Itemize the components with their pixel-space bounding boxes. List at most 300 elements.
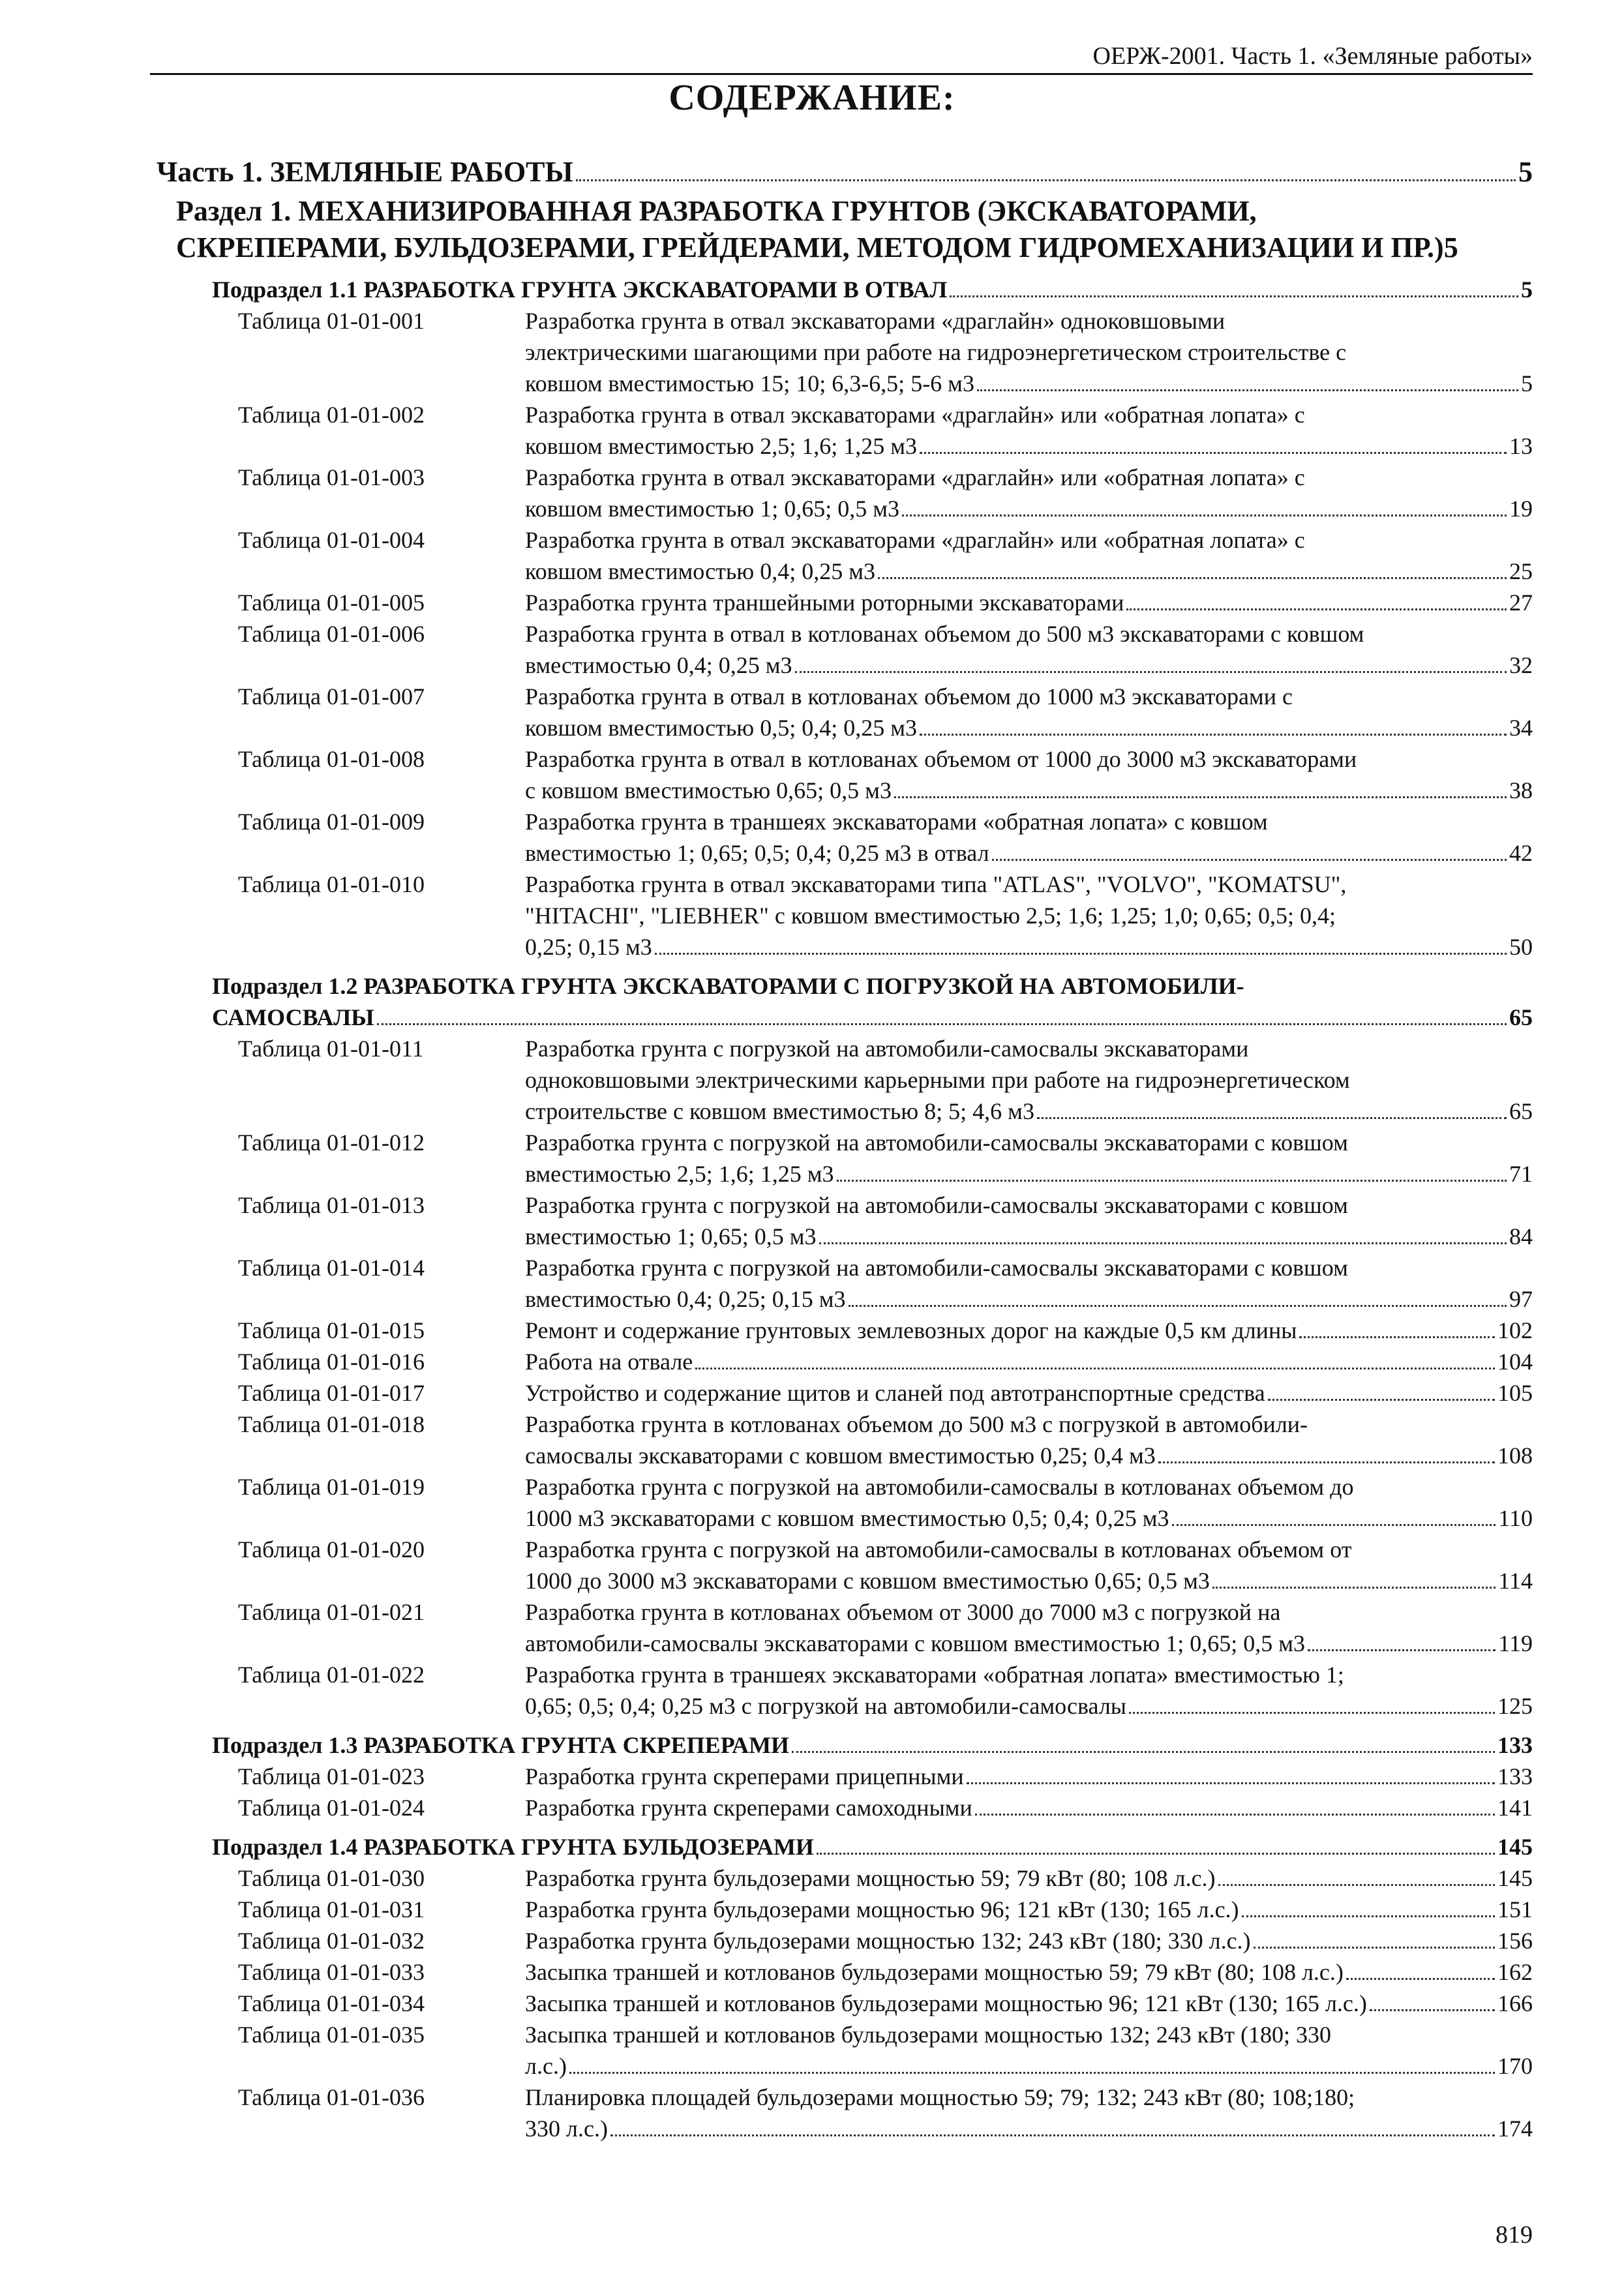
toc-entry-text: вместимостью 1; 0,65; 0,5 м3 (525, 1223, 817, 1249)
toc-entry-text: Разработка грунта траншейными роторными экскаваторами (525, 590, 1124, 616)
dot-leader (1158, 1461, 1495, 1463)
toc-entry-title (525, 1346, 1533, 1377)
toc-entry-title (525, 806, 1533, 869)
toc-entry-title (525, 869, 1533, 963)
toc-entry-code: Таблица 01-01-018 (238, 1411, 425, 1437)
dot-leader (655, 953, 1507, 955)
toc-entry-code: Таблица 01-01-006 (238, 621, 425, 647)
toc-part[interactable] (157, 155, 1533, 193)
toc-entry-page: 141 (1497, 1795, 1533, 1821)
toc-entry-text: Разработка грунта в траншеях экскаваторами «обратная лопата» с ковшом (525, 809, 1268, 835)
toc-entry-code: Таблица 01-01-024 (238, 1795, 425, 1821)
toc-entry-page: 133 (1497, 1763, 1533, 1789)
toc-entry-code: Таблица 01-01-003 (238, 464, 425, 490)
toc-subsection-block (157, 1729, 1533, 1823)
dot-leader (902, 515, 1507, 516)
toc-entry-line (525, 806, 1533, 837)
toc-subsection-block (157, 274, 1533, 963)
toc-entry-text: Разработка грунта скреперами прицепными (525, 1763, 964, 1789)
toc-entry-line (525, 869, 1533, 900)
toc-section-page: 5 (1443, 232, 1458, 263)
toc-entry-text: Разработка грунта в отвал экскаваторами типа "ATLAS", "VOLVO", "KOMATSU", (525, 871, 1347, 897)
toc-entry-title (525, 1863, 1533, 1894)
toc-entry-title (525, 1659, 1533, 1722)
toc-entry[interactable] (238, 1252, 1533, 1315)
toc-entry-line (525, 1596, 1533, 1628)
toc-subsection-text: Подраздел 1.4 РАЗРАБОТКА ГРУНТА БУЛЬДОЗЕРАМИ (212, 1834, 814, 1860)
toc-entry-line (525, 1988, 1533, 2019)
toc-entry-code: Таблица 01-01-035 (238, 2022, 425, 2048)
toc-entry-text: Ремонт и содержание грунтовых землевозных дорог на каждые 0,5 км длины (525, 1317, 1297, 1343)
toc-entry-line (525, 1628, 1533, 1659)
toc-entry[interactable] (238, 1988, 1533, 2019)
toc-entry-line (525, 681, 1533, 712)
toc-entry-page: 71 (1509, 1161, 1533, 1187)
toc-entry-line (525, 1503, 1533, 1534)
toc-entry-title (525, 1189, 1533, 1252)
toc-subsection-line (212, 970, 1533, 1002)
toc-entry-page: 97 (1509, 1286, 1533, 1312)
toc-entry-page: 38 (1509, 777, 1533, 803)
toc-entry-text: Разработка грунта в отвал экскаваторами «драглайн» одноковшовыми (525, 308, 1226, 334)
toc-entry-page: 27 (1509, 590, 1533, 616)
toc-subsections (157, 274, 1533, 2144)
toc-entry-text: Разработка грунта бульдозерами мощностью 59; 79 кВт (80; 108 л.с.) (525, 1865, 1216, 1891)
toc-subsection-heading[interactable] (212, 1831, 1533, 1863)
toc-entry-page: 50 (1509, 934, 1533, 960)
toc-entry-text: Разработка грунта в отвал в котлованах объемом до 1000 м3 экскаваторами с (525, 683, 1293, 710)
toc-entry-text: ковшом вместимостью 1; 0,65; 0,5 м3 (525, 496, 899, 522)
toc-entry-text: Разработка грунта в траншеях экскаваторами «обратная лопата» вместимостью 1; (525, 1662, 1344, 1688)
toc-entry-text: ковшом вместимостью 2,5; 1,6; 1,25 м3 (525, 433, 917, 459)
toc-subsection-page: 65 (1509, 1004, 1533, 1030)
toc-section-line-last (176, 230, 1533, 266)
toc-entry-line (525, 1283, 1533, 1315)
toc-entry[interactable] (238, 1894, 1533, 1925)
toc-entry-page: 5 (1521, 370, 1533, 396)
toc-entry-line (525, 775, 1533, 806)
toc-entry-title (525, 2082, 1533, 2144)
toc-entry[interactable] (238, 1659, 1533, 1722)
dot-leader (792, 1751, 1495, 1753)
toc-entry-page: 25 (1509, 558, 1533, 584)
toc-entry-line (525, 1534, 1533, 1565)
toc-subsection-text: Подраздел 1.1 РАЗРАБОТКА ГРУНТА ЭКСКАВАТОРАМИ В ОТВАЛ (212, 277, 948, 303)
dot-leader (1370, 2009, 1495, 2011)
toc-entry[interactable] (238, 587, 1533, 618)
toc-entry[interactable] (238, 806, 1533, 869)
toc-entry-page: 32 (1509, 652, 1533, 678)
toc-entry[interactable] (238, 1596, 1533, 1659)
toc-subsection-heading[interactable] (212, 970, 1533, 1033)
toc-entry-text: Работа на отвале (525, 1349, 693, 1375)
toc-entry-code: Таблица 01-01-019 (238, 1474, 425, 1500)
toc-entry-title (525, 1894, 1533, 1925)
dot-leader (920, 452, 1507, 454)
toc-subsection-line (212, 274, 1533, 305)
toc-entry-title (525, 1252, 1533, 1315)
toc-entry[interactable] (238, 1189, 1533, 1252)
toc-entry-line (525, 1127, 1533, 1158)
dot-leader (967, 1782, 1495, 1784)
toc-entry-line (525, 305, 1533, 337)
dot-leader (1172, 1524, 1496, 1526)
toc-entry-line (525, 368, 1533, 399)
toc-entry-title (525, 1761, 1533, 1792)
toc-entry-text: Разработка грунта в отвал в котлованах объемом от 1000 до 3000 м3 экскаваторами (525, 746, 1357, 772)
toc-entry-line (525, 712, 1533, 743)
dot-leader (377, 1023, 1507, 1025)
toc-entry-line (525, 1096, 1533, 1127)
toc-entry-line (525, 1792, 1533, 1823)
toc-part-label: Часть 1. ЗЕМЛЯНЫЕ РАБОТЫ (157, 156, 573, 188)
toc-entry-page: 114 (1498, 1568, 1533, 1594)
toc-entry-title (525, 1377, 1533, 1409)
toc-entry[interactable] (238, 1792, 1533, 1823)
toc-entry[interactable] (238, 2082, 1533, 2144)
toc-entry-code: Таблица 01-01-013 (238, 1192, 425, 1218)
toc-entry-line (525, 1377, 1533, 1409)
toc-entry-line (525, 1033, 1533, 1064)
toc-entry-line (525, 1158, 1533, 1189)
toc-entry-text: самосвалы экскаваторами с ковшом вместимостью 0,25; 0,4 м3 (525, 1443, 1156, 1469)
toc-entry-line (525, 1894, 1533, 1925)
toc-entry[interactable] (238, 1471, 1533, 1534)
dot-leader (817, 1853, 1495, 1855)
toc-entry-title (525, 1988, 1533, 2019)
toc-entry-code: Таблица 01-01-014 (238, 1255, 425, 1281)
dot-leader (977, 389, 1518, 391)
toc-entry-text: ковшом вместимостью 15; 10; 6,3-6,5; 5-6 м3 (525, 370, 974, 396)
toc-subsection-line (212, 1729, 1533, 1761)
table-of-contents (157, 155, 1533, 2144)
toc-entry-code: Таблица 01-01-016 (238, 1349, 425, 1375)
toc-entry-text: 330 л.с.) (525, 2116, 608, 2142)
toc-entry-text: Разработка грунта в котлованах объемом от 3000 до 7000 м3 с погрузкой на (525, 1599, 1281, 1625)
dot-leader (576, 179, 1516, 181)
toc-subsection-page: 5 (1521, 277, 1533, 303)
toc-entry[interactable] (238, 743, 1533, 806)
toc-entry[interactable] (238, 1409, 1533, 1471)
toc-entry-text: 1000 до 3000 м3 экскаваторами с ковшом вместимостью 0,65; 0,5 м3 (525, 1568, 1210, 1594)
toc-entry-title (525, 1033, 1533, 1127)
dot-leader (1254, 1947, 1495, 1949)
toc-section-line: Раздел 1. МЕХАНИЗИРОВАННАЯ РАЗРАБОТКА ГРУНТОВ (ЭКСКАВАТОРАМИ, (176, 195, 1257, 227)
toc-entry-line (525, 337, 1533, 368)
toc-entry-text: с ковшом вместимостью 0,65; 0,5 м3 (525, 777, 892, 803)
toc-entry-text: Разработка грунта в отвал экскаваторами «драглайн» или «обратная лопата» с (525, 527, 1305, 553)
toc-entry-page: 34 (1509, 715, 1533, 741)
toc-entry-code: Таблица 01-01-007 (238, 683, 425, 710)
toc-entry[interactable] (238, 1925, 1533, 1956)
toc-entry-title (525, 1792, 1533, 1823)
toc-entry-text: Разработка грунта с погрузкой на автомобили-самосвалы экскаваторами с ковшом (525, 1192, 1348, 1218)
toc-entry[interactable] (238, 1956, 1533, 1988)
toc-entry-text: строительстве с ковшом вместимостью 8; 5; 4,6 м3 (525, 1098, 1034, 1124)
toc-entry-title (525, 1471, 1533, 1534)
toc-entry-text: Засыпка траншей и котлованов бульдозерами мощностью 96; 121 кВт (130; 165 л.с.) (525, 1990, 1367, 2016)
toc-entry-line (525, 1761, 1533, 1792)
toc-entry-text: 0,65; 0,5; 0,4; 0,25 м3 с погрузкой на автомобили-самосвалы (525, 1693, 1126, 1719)
dot-leader (878, 577, 1507, 579)
toc-entry-text: вместимостью 0,4; 0,25; 0,15 м3 (525, 1286, 846, 1312)
dot-leader (1212, 1587, 1496, 1589)
toc-entry-line (525, 1690, 1533, 1722)
toc-entry-title (525, 2019, 1533, 2082)
toc-entry[interactable] (238, 681, 1533, 743)
toc-part-page: 5 (1518, 156, 1533, 188)
dot-leader (610, 2134, 1495, 2136)
toc-entry-page: 19 (1509, 496, 1533, 522)
toc-entry-line (525, 2019, 1533, 2050)
toc-entry-code: Таблица 01-01-001 (238, 308, 425, 334)
dot-leader (1268, 1399, 1495, 1401)
toc-entry-title (525, 681, 1533, 743)
toc-entry-code: Таблица 01-01-036 (238, 2084, 425, 2110)
dot-leader (950, 295, 1518, 297)
toc-entry-line (525, 1440, 1533, 1471)
toc-entry-code: Таблица 01-01-022 (238, 1662, 425, 1688)
toc-entry-line (525, 462, 1533, 493)
toc-entry-page: 162 (1497, 1959, 1533, 1985)
toc-entry[interactable] (238, 1315, 1533, 1346)
toc-entry[interactable] (238, 399, 1533, 462)
toc-entry-code: Таблица 01-01-023 (238, 1763, 425, 1789)
toc-entry-line (525, 556, 1533, 587)
dot-leader (975, 1814, 1495, 1816)
toc-entry[interactable] (238, 2019, 1533, 2082)
toc-entry-page: 119 (1498, 1630, 1533, 1656)
toc-entry-code: Таблица 01-01-030 (238, 1865, 425, 1891)
toc-subsection-page: 133 (1497, 1732, 1533, 1758)
toc-entry-line (525, 1189, 1533, 1221)
toc-entry-text: Разработка грунта в котлованах объемом до 500 м3 с погрузкой в автомобили- (525, 1411, 1308, 1437)
dot-leader (992, 859, 1507, 861)
toc-entry-line (525, 493, 1533, 524)
toc-entry-text: Разработка грунта с погрузкой на автомобили-самосвалы экскаваторами (525, 1036, 1249, 1062)
toc-entry-title (525, 462, 1533, 524)
dot-leader (1129, 1712, 1495, 1714)
toc-entry[interactable] (238, 1033, 1533, 1127)
toc-entry-title (525, 587, 1533, 618)
toc-entry-code: Таблица 01-01-031 (238, 1896, 425, 1922)
toc-entry[interactable] (238, 1346, 1533, 1377)
toc-entry-page: 13 (1509, 433, 1533, 459)
toc-entry-title (525, 1127, 1533, 1189)
toc-entry-line (525, 1956, 1533, 1988)
toc-entry-code: Таблица 01-01-034 (238, 1990, 425, 2016)
toc-entry-line (525, 430, 1533, 462)
toc-entry-title (525, 399, 1533, 462)
toc-entry-line (525, 1925, 1533, 1956)
toc-entry-line (525, 1221, 1533, 1252)
dot-leader (795, 671, 1507, 673)
toc-entry-line (525, 650, 1533, 681)
toc-entry-title (525, 1925, 1533, 1956)
toc-entry-text: вместимостью 2,5; 1,6; 1,25 м3 (525, 1161, 834, 1187)
toc-entry-text: Разработка грунта с погрузкой на автомобили-самосвалы в котлованах объемом от (525, 1536, 1352, 1563)
toc-entry-line (525, 743, 1533, 775)
toc-entry-page: 125 (1497, 1693, 1533, 1719)
toc-entry-code: Таблица 01-01-012 (238, 1130, 425, 1156)
toc-entry-page: 174 (1497, 2116, 1533, 2142)
page-number: 819 (1496, 2221, 1533, 2249)
running-header (150, 39, 1533, 75)
toc-entry-text: ковшом вместимостью 0,5; 0,4; 0,25 м3 (525, 715, 917, 741)
toc-entry-text: Разработка грунта бульдозерами мощностью 96; 121 кВт (130; 165 л.с.) (525, 1896, 1239, 1922)
toc-entry-code: Таблица 01-01-033 (238, 1959, 425, 1985)
dot-leader (1037, 1117, 1507, 1119)
toc-entry-code: Таблица 01-01-004 (238, 527, 425, 553)
dot-leader (569, 2072, 1495, 2074)
toc-entry-page: 170 (1497, 2053, 1533, 2079)
dot-leader (1218, 1884, 1495, 1886)
toc-entry-page: 145 (1497, 1865, 1533, 1891)
dot-leader (1242, 1915, 1495, 1917)
toc-entry-text: Разработка грунта с погрузкой на автомобили-самосвалы в котлованах объемом до (525, 1474, 1354, 1500)
toc-entry-text: одноковшовыми электрическими карьерными при работе на гидроэнергетическом (525, 1067, 1350, 1093)
toc-entry-title (525, 618, 1533, 681)
header-text: ОЕРЖ-2001. Часть 1. «Земляные работы» (1092, 42, 1533, 70)
dot-leader (1346, 1978, 1495, 1980)
toc-entry-code: Таблица 01-01-010 (238, 871, 425, 897)
toc-entry-code: Таблица 01-01-009 (238, 809, 425, 835)
toc-section[interactable] (176, 193, 1533, 266)
toc-entry-text: "HITACHI", "LIEBHER" с ковшом вместимостью 2,5; 1,6; 1,25; 1,0; 0,65; 0,5; 0,4; (525, 903, 1336, 929)
toc-entry-text: Разработка грунта в отвал экскаваторами «драглайн» или «обратная лопата» с (525, 402, 1305, 428)
toc-entry-text: Устройство и содержание щитов и сланей под автотранспортные средства (525, 1380, 1265, 1406)
toc-entry-page: 110 (1498, 1505, 1533, 1531)
toc-subsection-block (157, 970, 1533, 1722)
dot-leader (695, 1368, 1495, 1369)
toc-entry[interactable] (238, 305, 1533, 399)
toc-entry-line (525, 2113, 1533, 2144)
toc-entry-code: Таблица 01-01-008 (238, 746, 425, 772)
toc-entry-line (525, 1863, 1533, 1894)
toc-entry[interactable] (238, 462, 1533, 524)
toc-entry-title (525, 1956, 1533, 1988)
toc-entry[interactable] (238, 869, 1533, 963)
toc-entry-title (525, 1409, 1533, 1471)
toc-entry[interactable] (238, 618, 1533, 681)
toc-entry-code: Таблица 01-01-021 (238, 1599, 425, 1625)
toc-entry-line (525, 900, 1533, 931)
toc-entry-page: 156 (1497, 1928, 1533, 1954)
toc-entry-page: 166 (1497, 1990, 1533, 2016)
toc-entry-code: Таблица 01-01-015 (238, 1317, 425, 1343)
toc-entry-text: Разработка грунта в отвал в котлованах объемом до 500 м3 экскаваторами с ковшом (525, 621, 1364, 647)
toc-entry[interactable] (238, 1761, 1533, 1792)
toc-entry-text: Разработка грунта бульдозерами мощностью 132; 243 кВт (180; 330 л.с.) (525, 1928, 1251, 1954)
toc-entry-line (525, 524, 1533, 556)
toc-entry-line (525, 618, 1533, 650)
toc-entry-text: ковшом вместимостью 0,4; 0,25 м3 (525, 558, 875, 584)
toc-subsection-heading[interactable] (212, 274, 1533, 305)
toc-entry-line (525, 2050, 1533, 2082)
toc-entry-line (525, 1471, 1533, 1503)
toc-section-line: СКРЕПЕРАМИ, БУЛЬДОЗЕРАМИ, ГРЕЙДЕРАМИ, МЕТОДОМ ГИДРОМЕХАНИЗАЦИИ И ПР.) (176, 232, 1444, 263)
toc-entry-line (525, 931, 1533, 963)
toc-entry-text: 0,25; 0,15 м3 (525, 934, 652, 960)
toc-entry-title (525, 305, 1533, 399)
toc-entry-line (525, 1064, 1533, 1096)
toc-subsection-page: 145 (1497, 1834, 1533, 1860)
toc-entry[interactable] (238, 1534, 1533, 1596)
toc-entry-title (525, 1596, 1533, 1659)
toc-entry-text: Разработка грунта в отвал экскаваторами «драглайн» или «обратная лопата» с (525, 464, 1305, 490)
toc-entry-title (525, 1315, 1533, 1346)
toc-entry-line (525, 1565, 1533, 1596)
toc-entry-code: Таблица 01-01-011 (238, 1036, 424, 1062)
toc-entry-page: 151 (1497, 1896, 1533, 1922)
toc-entry[interactable] (238, 1863, 1533, 1894)
toc-entry-title (525, 743, 1533, 806)
toc-entry-line (525, 837, 1533, 869)
toc-entry-text: вместимостью 0,4; 0,25 м3 (525, 652, 792, 678)
toc-entry-line (525, 1315, 1533, 1346)
toc-subsection-text: Подраздел 1.3 РАЗРАБОТКА ГРУНТА СКРЕПЕРАМИ (212, 1732, 790, 1758)
toc-entry-line (525, 2082, 1533, 2113)
dot-leader (894, 796, 1507, 798)
toc-subsection-text: САМОСВАЛЫ (212, 1004, 374, 1030)
dot-leader (1126, 608, 1507, 610)
toc-entry-title (525, 524, 1533, 587)
toc-entry-text: Разработка грунта скреперами самоходными (525, 1795, 972, 1821)
toc-entry-code: Таблица 01-01-032 (238, 1928, 425, 1954)
toc-entry-line (525, 1659, 1533, 1690)
toc-entry-text: вместимостью 1; 0,65; 0,5; 0,4; 0,25 м3 в отвал (525, 840, 989, 866)
toc-entry-page: 84 (1509, 1223, 1533, 1249)
dot-leader (849, 1305, 1507, 1307)
toc-entry[interactable] (238, 524, 1533, 587)
toc-subsection-text: Подраздел 1.2 РАЗРАБОТКА ГРУНТА ЭКСКАВАТОРАМИ С ПОГРУЗКОЙ НА АВТОМОБИЛИ- (212, 973, 1244, 999)
dot-leader (920, 734, 1507, 736)
toc-entry-line (525, 1346, 1533, 1377)
toc-entry-line (525, 399, 1533, 430)
toc-entry-page: 65 (1509, 1098, 1533, 1124)
toc-subsection-line (212, 1002, 1533, 1033)
toc-entry-text: 1000 м3 экскаваторами с ковшом вместимостью 0,5; 0,4; 0,25 м3 (525, 1505, 1169, 1531)
dot-leader (819, 1242, 1507, 1244)
toc-entry-page: 42 (1509, 840, 1533, 866)
toc-subsection-line (212, 1831, 1533, 1863)
toc-entry-page: 102 (1497, 1317, 1533, 1343)
toc-entry-text: Засыпка траншей и котлованов бульдозерами мощностью 132; 243 кВт (180; 330 (525, 2022, 1331, 2048)
toc-entry[interactable] (238, 1377, 1533, 1409)
toc-entry-text: электрическими шагающими при работе на гидроэнергетическом строительстве с (525, 339, 1347, 365)
toc-entry-text: автомобили-самосвалы экскаваторами с ковшом вместимостью 1; 0,65; 0,5 м3 (525, 1630, 1306, 1656)
toc-entry-code: Таблица 01-01-020 (238, 1536, 425, 1563)
toc-entry-line (525, 1252, 1533, 1283)
toc-subsection-block (157, 1831, 1533, 2144)
toc-entry-code: Таблица 01-01-002 (238, 402, 425, 428)
toc-entry-code: Таблица 01-01-005 (238, 590, 425, 616)
toc-subsection-heading[interactable] (212, 1729, 1533, 1761)
toc-entry-line (525, 587, 1533, 618)
toc-entry-line (525, 1409, 1533, 1440)
toc-entry-code: Таблица 01-01-017 (238, 1380, 425, 1406)
dot-leader (837, 1180, 1507, 1182)
toc-entry-page: 105 (1497, 1380, 1533, 1406)
toc-entry[interactable] (238, 1127, 1533, 1189)
toc-entry-text: Разработка грунта с погрузкой на автомобили-самосвалы экскаваторами с ковшом (525, 1255, 1348, 1281)
toc-entry-text: Планировка площадей бульдозерами мощностью 59; 79; 132; 243 кВт (80; 108;180; (525, 2084, 1355, 2110)
toc-entry-page: 108 (1497, 1443, 1533, 1469)
toc-entry-text: л.с.) (525, 2053, 567, 2079)
dot-leader (1308, 1649, 1496, 1651)
page-title: СОДЕРЖАНИЕ: (669, 78, 955, 118)
toc-entry-text: Засыпка траншей и котлованов бульдозерами мощностью 59; 79 кВт (80; 108 л.с.) (525, 1959, 1344, 1985)
